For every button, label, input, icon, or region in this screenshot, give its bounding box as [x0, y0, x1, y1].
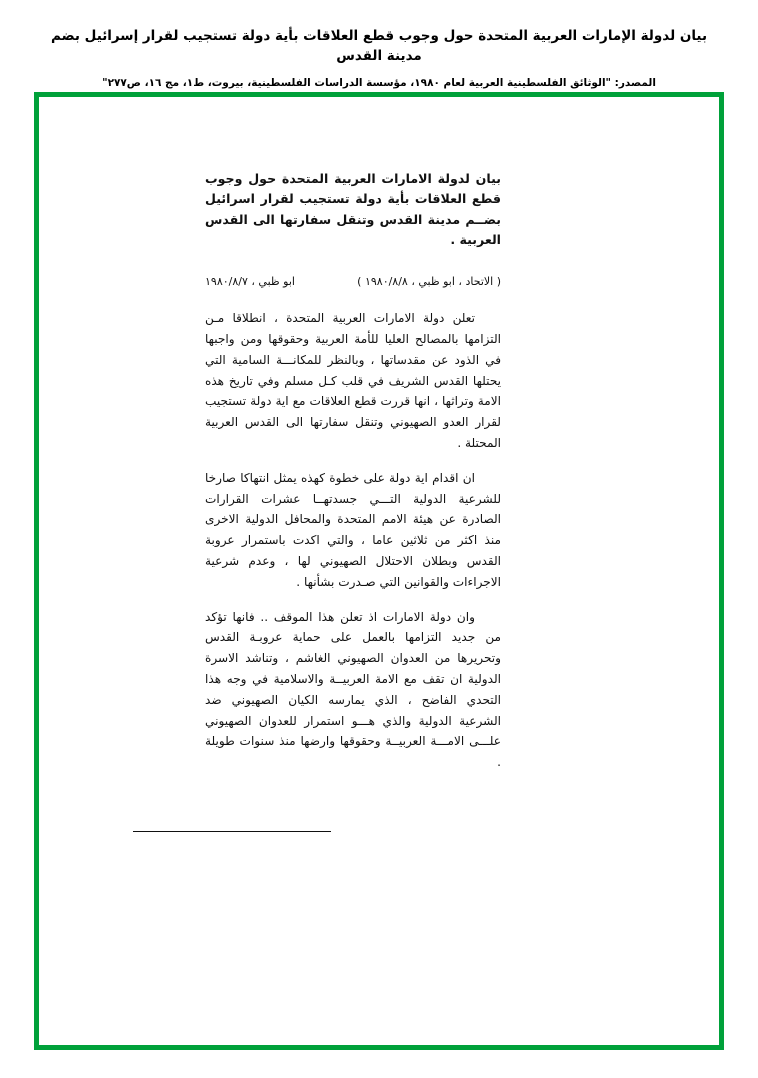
document-paragraph: ان اقدام اية دولة على خطوة كهذه يمثل انتهاكا صارخا للشرعية الدولية التـــي جسدتهــا عشرات القرارات الصادرة عن هيئة الامم المتحدة والمحافل الدولية الاخرى منذ اكثر من ثلاثين عاما ، والتي اكدت باستمرار عروبة القدس وبطلان الاحتلال الصهيوني لها ، وعدم شرعية الاجراءات والقوانين التي صـدرت بشأنها .: [205, 470, 501, 589]
document-frame: [34, 92, 724, 1050]
horizontal-rule: [133, 831, 331, 833]
document-paragraph: تعلن دولة الامارات العربية المتحدة ، انطلاقا مـن التزامها بالمصالح العليا للأمة العربية وحقوقها ومن واجبها في الذود عن مقدساتها ، وبالنظر للمكانـــة السامية التي يحتلها القدس الشريف في قلب كـل مسلم وفي تاريخ هذه الامة وتراثها ، انها قررت قطع العلاقات مع اية دولة تستجيب لقرار العدو الصهيوني وتنقل سفارتها الى القدس العربية المحتلة .: [205, 311, 501, 450]
byline-source: ( الاتحاد ، ابو ظبي ، ١٩٨٠/٨/٨ ): [357, 274, 501, 288]
document-column: [205, 169, 501, 832]
document-heading: بيان لدولة الامارات العربية المتحدة حول وجوب قطع العلاقات بأية دولة تستجيب لقرار اسرائيل بضــم مدينة القدس وتنقل سفارتها الى القدس العربية .: [205, 171, 501, 248]
source-citation: المصدر: "الوثائق الفلسطينية العربية لعام ١٩٨٠، مؤسسة الدراسات الفلسطينية، بيروت، ط١، مج ١٦، ص٢٧٧": [102, 76, 656, 89]
document-paragraph: وان دولة الامارات اذ تعلن هذا الموقف .. فانها تؤكد من جديد التزامها بالعمل على حماية عروبـة القدس وتحريرها من العدوان الصهيوني الغاشم ، وتناشد الاسرة الدولية ان تقف مع الامة العربيــة والاسلامية في وجه هذا التحدي الفاضح ، الذي يمارسه الكيان الصهيوني ضد الشرعية الدولية والذي هـــو استمرار للعدوان الصهيوني علـــى الامـــة العربيــة وحقوقها وارضها منذ سنوات طويلة .: [205, 609, 501, 770]
document-body: [39, 97, 719, 1045]
page-header: [0, 0, 758, 90]
byline-place-date: ابو ظبي ، ١٩٨٠/٨/٧: [205, 274, 295, 288]
byline: [205, 273, 501, 291]
page-title: بيان لدولة الإمارات العربية المتحدة حول وجوب قطع العلاقات بأية دولة تستجيب لقرار إسرائيل بضم مدينة القدس: [50, 28, 708, 65]
